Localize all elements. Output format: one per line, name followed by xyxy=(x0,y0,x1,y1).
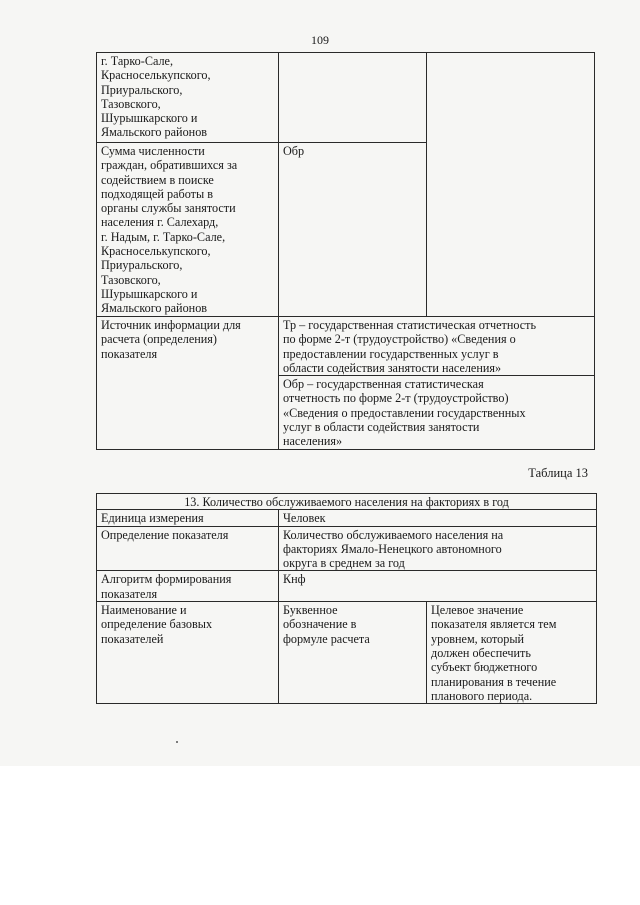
scan-speck xyxy=(176,741,178,743)
row-value: Обр xyxy=(279,143,427,317)
row-value: Тр – государственная статистическая отчетность по форме 2-т (трудоустройство) «Сведения о предоставлении государственных услуг в области содействия занятости населения» xyxy=(279,317,595,376)
table-title-row xyxy=(97,494,597,510)
table-row xyxy=(97,317,595,376)
table-13 xyxy=(96,493,597,704)
algorithm-label: Алгоритм формирования показателя xyxy=(97,571,279,602)
row-value: Обр – государственная статистическая отчетность по форме 2-т (трудоустройство) «Сведения о предоставлении государственных услуг в области содействия занятости населения» xyxy=(279,376,595,449)
table-row xyxy=(97,602,597,704)
unit-value: Человек xyxy=(279,510,597,526)
definition-label: Определение показателя xyxy=(97,526,279,571)
table-row xyxy=(97,571,597,602)
base-target: Целевое значение показателя является тем уровнем, который должен обеспечить субъект бюджетного планирования в течение планового периода. xyxy=(427,602,597,704)
table-caption: Таблица 13 xyxy=(528,466,588,480)
row-label: г. Тарко-Сале, Красноселькупского, Приуральского, Тазовского, Шурышкарского и Ямальского районов xyxy=(97,53,279,143)
table-title: 13. Количество обслуживаемого населения на факториях в год xyxy=(97,494,597,510)
unit-label: Единица измерения xyxy=(97,510,279,526)
table-row xyxy=(97,526,597,571)
table-row xyxy=(97,53,595,143)
row-value xyxy=(279,53,427,143)
base-letter: Буквенное обозначение в формуле расчета xyxy=(279,602,427,704)
row-label: Сумма численности граждан, обратившихся за содействием в поиске подходящей работы в органы службы занятости населения г. Салехард, г. Надым, г. Тарко-Сале, Красноселькупского, Приуральского, Тазовского, Шурышкарского и Ямальского районов xyxy=(97,143,279,317)
table-row xyxy=(97,510,597,526)
row-label: Источник информации для расчета (определения) показателя xyxy=(97,317,279,450)
indicator-table-continued xyxy=(96,52,595,450)
definition-value: Количество обслуживаемого населения на факториях Ямало-Ненецкого автономного округа в среднем за год xyxy=(279,526,597,571)
page-number: 109 xyxy=(311,33,329,47)
empty-cell xyxy=(427,53,595,317)
algorithm-value: Кнф xyxy=(279,571,597,602)
base-label: Наименование и определение базовых показателей xyxy=(97,602,279,704)
